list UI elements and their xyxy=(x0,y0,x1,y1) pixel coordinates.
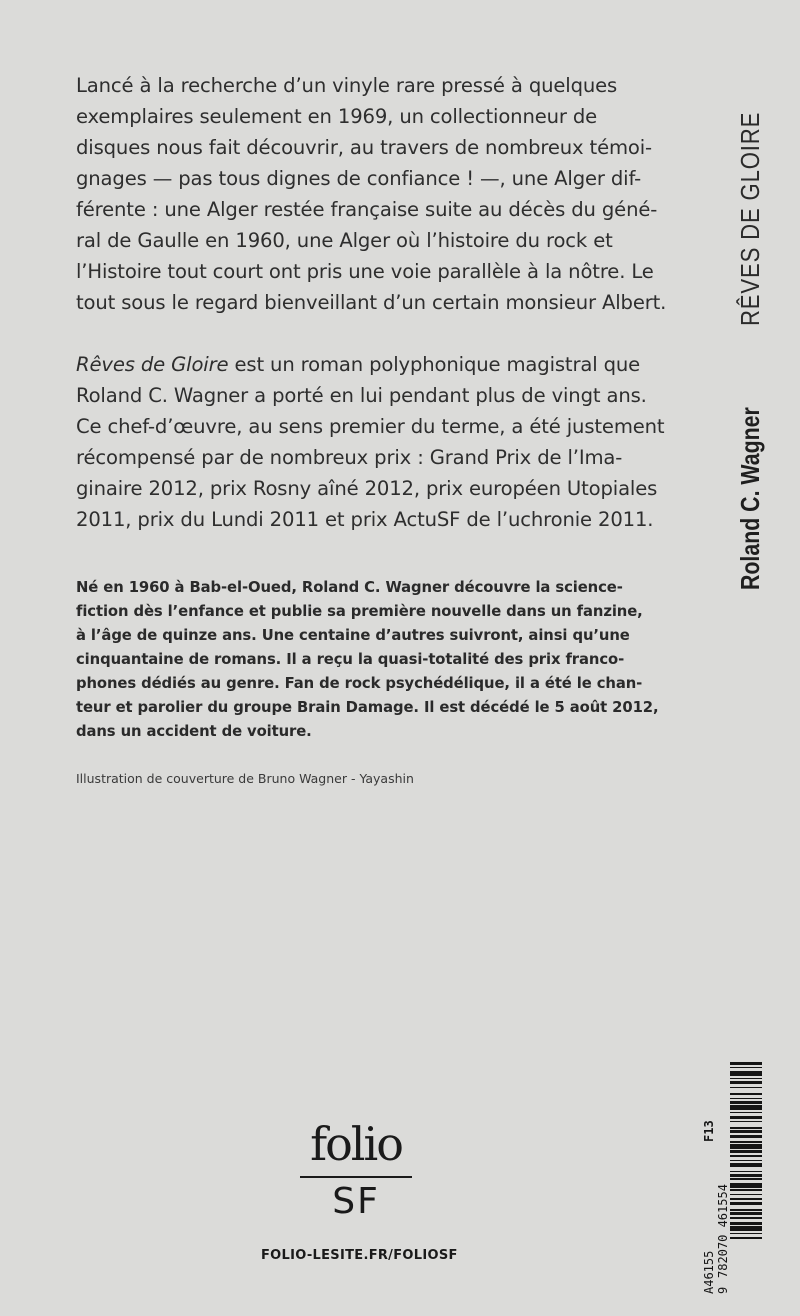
spine xyxy=(728,30,772,590)
blurb-line: exemplaires seulement en 1969, un collectionneur de xyxy=(76,105,598,128)
barcode-stripe xyxy=(730,1141,762,1143)
barcode-stripe xyxy=(730,1067,762,1069)
blurb-line: disques nous fait découvrir, au travers de nombreux témoi- xyxy=(76,136,652,159)
spine-title: RÊVES DE GLOIRE xyxy=(734,111,765,326)
barcode-price-code: F13 xyxy=(702,1120,716,1142)
barcode-ean-prefix: 9 xyxy=(716,1286,730,1294)
book-title-italic: Rêves de Gloire xyxy=(76,353,229,376)
barcode-stripe xyxy=(730,1150,762,1153)
sf-wordmark: SF xyxy=(332,1181,380,1222)
blurb-line xyxy=(76,349,676,380)
barcode-stripe xyxy=(730,1189,762,1191)
barcode-stripe xyxy=(730,1112,762,1114)
blurb-line: tout sous le regard bienveillant d’un certain monsieur Albert. xyxy=(76,291,667,314)
blurb-line-rest: est un roman polyphonique magistral que xyxy=(228,353,641,376)
barcode-stripe xyxy=(730,1081,762,1084)
blurb-line: l’Histoire tout court ont pris une voie parallèle à la nôtre. Le xyxy=(76,260,654,283)
author-bio xyxy=(76,576,696,744)
barcode-stripe xyxy=(730,1093,762,1095)
blurb-line: ginaire 2012, prix Rosny aîné 2012, prix européen Utopiales xyxy=(76,477,658,500)
barcode-stripe xyxy=(730,1212,762,1215)
barcode-stripe xyxy=(730,1130,762,1133)
barcode-ean-digits: 782070 461554 xyxy=(716,1184,730,1278)
blurb-line: Ce chef-d’œuvre, au sens premier du terme, a été justement xyxy=(76,415,665,438)
barcode-stripe xyxy=(730,1121,762,1123)
folio-sf-logo xyxy=(300,1118,412,1226)
barcode-stripe xyxy=(730,1222,762,1225)
blurb-line: Roland C. Wagner a porté en lui pendant plus de vingt ans. xyxy=(76,384,647,407)
barcode-stripe xyxy=(730,1116,762,1119)
barcode-stripe xyxy=(730,1105,762,1110)
blurb-line: férente : une Alger restée française suite au décès du géné- xyxy=(76,198,658,221)
barcode-stripe xyxy=(730,1062,762,1065)
barcode-stripe xyxy=(730,1171,762,1173)
barcode-code: A46155 xyxy=(702,1250,716,1294)
spine-rotated xyxy=(728,30,772,590)
barcode-stripe xyxy=(730,1233,762,1235)
barcode-stripe xyxy=(730,1178,762,1180)
barcode xyxy=(700,1062,762,1294)
paragraph-gap xyxy=(76,318,676,349)
blurb-line: ral de Gaulle en 1960, une Alger où l’histoire du rock et xyxy=(76,229,613,252)
bio-line: Né en 1960 à Bab-el-Oued, Roland C. Wagner découvre la science- xyxy=(76,579,623,596)
barcode-bars xyxy=(730,1062,762,1294)
bio-line: à l’âge de quinze ans. Une centaine d’autres suivront, ainsi qu’une xyxy=(76,627,630,644)
barcode-stripe xyxy=(730,1087,762,1089)
back-cover-blurb xyxy=(76,70,676,535)
barcode-stripe xyxy=(730,1174,762,1177)
barcode-stripe xyxy=(730,1101,762,1104)
blurb-line: Lancé à la recherche d’un vinyle rare pressé à quelques xyxy=(76,74,618,97)
bio-line: dans un accident de voiture. xyxy=(76,723,312,740)
barcode-stripe xyxy=(730,1135,762,1138)
illustration-credit: Illustration de couverture de Bruno Wagner - Yayashin xyxy=(76,771,414,786)
barcode-stripe xyxy=(730,1209,762,1211)
blurb-line: 2011, prix du Lundi 2011 et prix ActuSF de l’uchronie 2011. xyxy=(76,508,654,531)
bio-line: fiction dès l’enfance et publie sa première nouvelle dans un fanzine, xyxy=(76,603,643,620)
barcode-stripe xyxy=(730,1098,762,1100)
bio-line: phones dédiés au genre. Fan de rock psychédélique, il a été le chan- xyxy=(76,675,643,692)
bio-line: cinquantaine de romans. Il a reçu la quasi-totalité des prix franco- xyxy=(76,651,625,668)
barcode-stripe xyxy=(730,1217,762,1219)
barcode-stripe xyxy=(730,1144,762,1149)
barcode-stripe xyxy=(730,1163,762,1168)
blurb-line: récompensé par de nombreux prix : Grand Prix de l’Ima- xyxy=(76,446,623,469)
barcode-stripe xyxy=(730,1071,762,1076)
barcode-stripe xyxy=(730,1127,762,1129)
bio-line: teur et parolier du groupe Brain Damage. Il est décédé le 5 août 2012, xyxy=(76,699,659,716)
barcode-stripe xyxy=(730,1198,762,1200)
barcode-stripe xyxy=(730,1078,762,1080)
barcode-stripe xyxy=(730,1155,762,1157)
barcode-stripe xyxy=(730,1226,762,1231)
folio-wordmark: folio xyxy=(310,1117,402,1171)
spine-author: Roland C. Wagner xyxy=(734,407,765,590)
barcode-stripe xyxy=(730,1202,762,1205)
barcode-stripe xyxy=(730,1237,762,1239)
barcode-stripe xyxy=(730,1183,762,1188)
website-url: FOLIO-LESITE.FR/FOLIOSF xyxy=(261,1248,458,1263)
blurb-line: gnages — pas tous dignes de confiance ! —, une Alger dif- xyxy=(76,167,642,190)
barcode-stripe xyxy=(730,1194,762,1196)
barcode-stripe xyxy=(730,1160,762,1162)
